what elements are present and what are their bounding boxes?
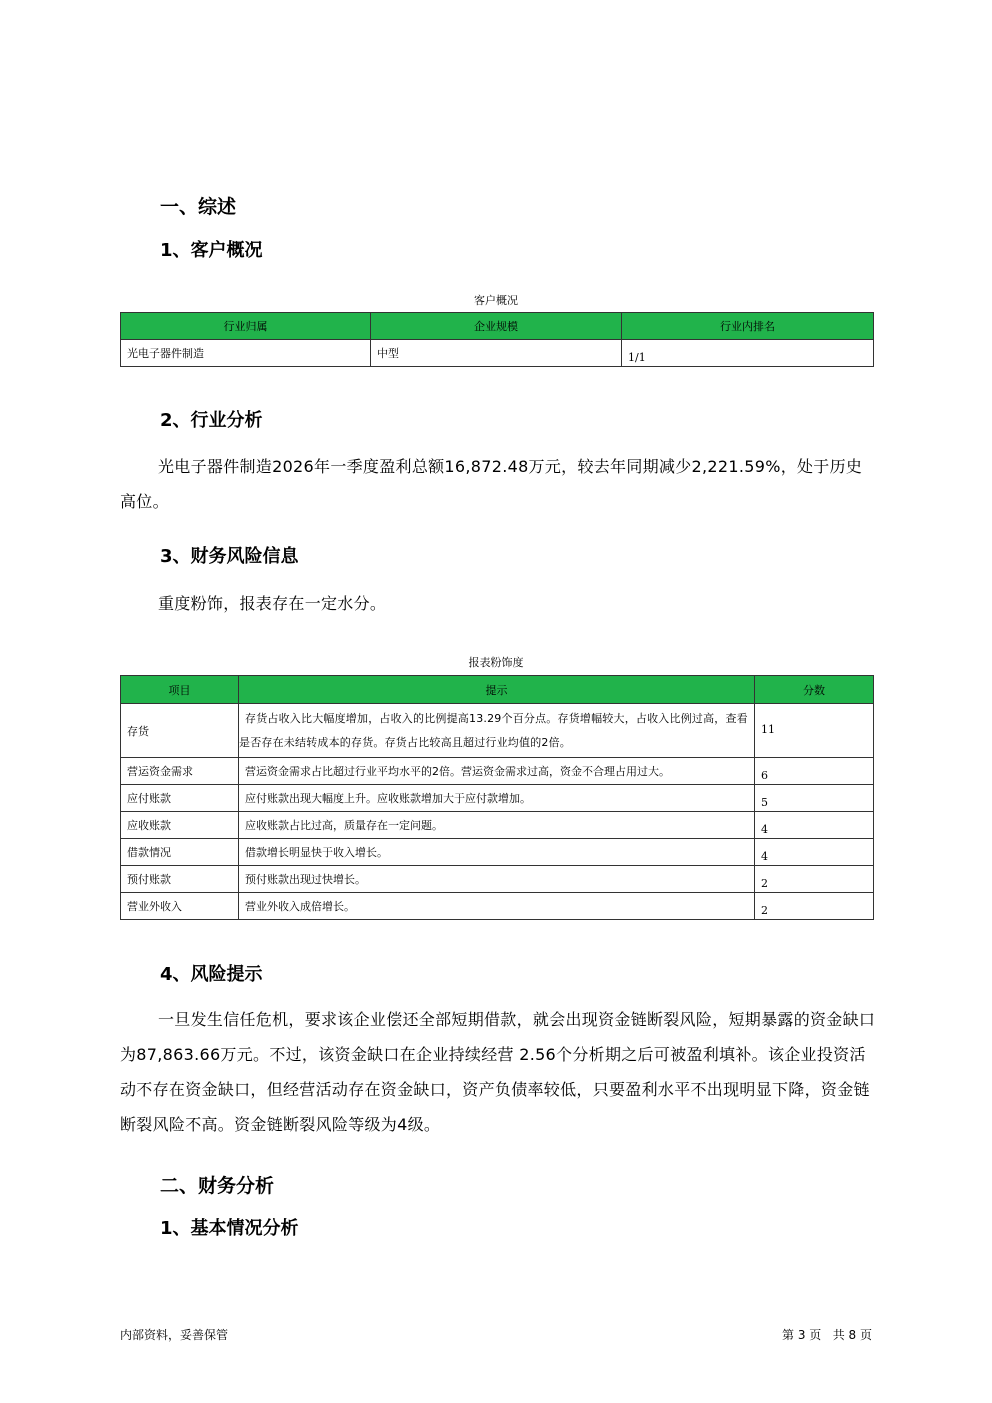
table-row xyxy=(121,866,874,893)
customer-overview-table xyxy=(120,312,874,367)
cell-hint: 借款增长明显快于收入增长。 xyxy=(239,839,755,866)
cell-score: 4 xyxy=(755,839,874,866)
cell-score: 11 xyxy=(755,704,874,758)
cell-hint: 应收账款占比过高，质量存在一定问题。 xyxy=(239,812,755,839)
cell-item: 营运资金需求 xyxy=(121,758,239,785)
header-score: 分数 xyxy=(755,676,874,704)
cell-item: 预付账款 xyxy=(121,866,239,893)
table2-caption: 报表粉饰度 xyxy=(468,656,524,669)
cell-item: 存货 xyxy=(121,704,239,758)
cell-hint: 营业外收入成倍增长。 xyxy=(239,893,755,920)
footer-page-number: 第 3 页 共 8 页 xyxy=(782,1328,872,1342)
heading-customer-overview: 1、客户概况 xyxy=(160,240,263,261)
cell-score: 2 xyxy=(755,893,874,920)
header-rank: 行业内排名 xyxy=(622,313,874,340)
header-item: 项目 xyxy=(121,676,239,704)
cell-score: 6 xyxy=(755,758,874,785)
cell-item: 营业外收入 xyxy=(121,893,239,920)
table-row xyxy=(121,812,874,839)
cell-item: 应付账款 xyxy=(121,785,239,812)
heading-basic-analysis: 1、基本情况分析 xyxy=(160,1218,299,1239)
risk-alert-text: 一旦发生信任危机，要求该企业偿还全部短期借款，就会出现资金链断裂风险，短期暴露的资金缺口为87,863.66万元。不过，该资金缺口在企业持续经营 2.56个分析期之后可被盈利填补。该企业投资活动不存在资金缺口，但经营活动存在资金缺口，资产负债率较低，只要盈利水平不出现明显下降，资金链断裂风险不高。资金链断裂风险等级为4级。 xyxy=(120,1010,876,1134)
cell-item: 应收账款 xyxy=(121,812,239,839)
cell-hint: 预付账款出现过快增长。 xyxy=(239,866,755,893)
table-header-row xyxy=(121,313,874,340)
footer-confidential: 内部资料，妥善保管 xyxy=(120,1328,229,1342)
whitewash-table xyxy=(120,675,874,920)
cell-rank: 1/1 xyxy=(622,340,874,367)
header-scale: 企业规模 xyxy=(371,313,622,340)
financial-risk-text: 重度粉饰，报表存在一定水分。 xyxy=(158,594,387,613)
heading-industry-analysis: 2、行业分析 xyxy=(160,410,263,431)
table-row xyxy=(121,704,874,758)
cell-score: 5 xyxy=(755,785,874,812)
table-row xyxy=(121,758,874,785)
cell-item: 借款情况 xyxy=(121,839,239,866)
table-row xyxy=(121,785,874,812)
cell-scale: 中型 xyxy=(371,340,622,367)
cell-hint: 应付账款出现大幅度上升。应收账款增加大于应付款增加。 xyxy=(239,785,755,812)
table-row xyxy=(121,340,874,367)
table-header-row xyxy=(121,676,874,704)
cell-hint: 营运资金需求占比超过行业平均水平的2倍。营运资金需求过高，资金不合理占用过大。 xyxy=(239,758,755,785)
heading-financial-risk: 3、财务风险信息 xyxy=(160,546,299,567)
section-title-overview: 一、综述 xyxy=(160,196,237,218)
cell-hint: 存货占收入比大幅度增加，占收入的比例提高13.29个百分点。存货增幅较大，占收入比例过高，查看是否存在未结转成本的存货。存货占比较高且超过行业均值的2倍。 xyxy=(239,704,755,758)
cell-score: 4 xyxy=(755,812,874,839)
header-hint: 提示 xyxy=(239,676,755,704)
cell-score: 2 xyxy=(755,866,874,893)
heading-risk-alert: 4、风险提示 xyxy=(160,964,263,985)
industry-analysis-text: 光电子器件制造2026年一季度盈利总额16,872.48万元，较去年同期减少2,221.59%，处于历史高位。 xyxy=(120,457,863,511)
table-row xyxy=(121,839,874,866)
section-title-financial-analysis: 二、财务分析 xyxy=(160,1175,275,1197)
header-industry: 行业归属 xyxy=(121,313,371,340)
cell-industry: 光电子器件制造 xyxy=(121,340,371,367)
table1-caption: 客户概况 xyxy=(474,294,518,307)
table-row xyxy=(121,893,874,920)
